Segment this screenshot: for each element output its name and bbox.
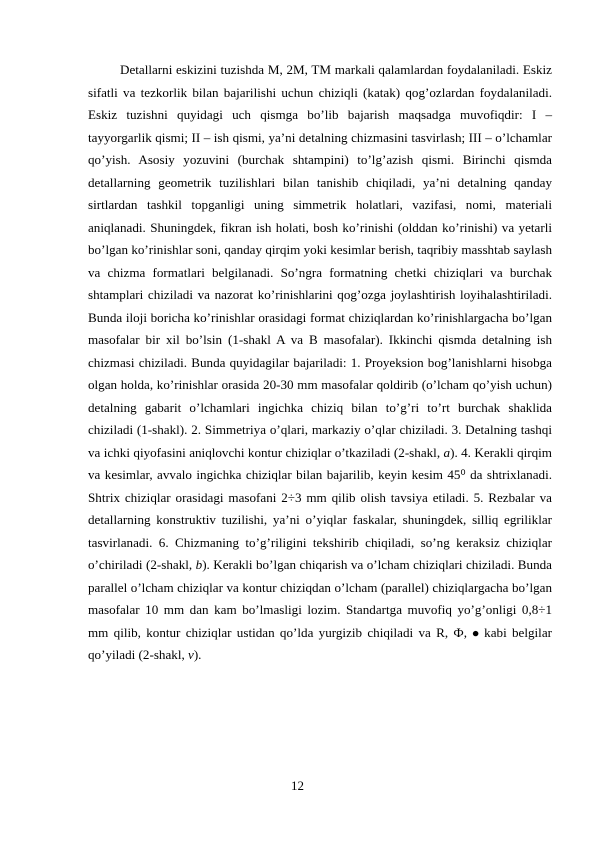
- paragraph-text-part-1: Detallarni eskizini tuzishda M, 2M, TM markali qalamlardan foydalaniladi. Eskiz sifatli va tezkorlik bilan bajarilishi uchun chiziqli (katak) qog’ozlardan foydalaniladi. Eskiz tuzishni quyidagi uch qismga bo’lib bajarish maqsadga muvofiqdir: I – tayyorgarlik qismi; II – ish qismi, ya’ni detalning chizmasini tasvirlash; III – o’lchamlar qo’yish. Asosiy yozuvini (burchak shtampini) to’lg’azish qismi. Birinchi qismda detallarning geometrik tuzilishlari bilan tanishib chiqiladi, ya’ni detalning qanday sirtlardan tashkil topganligi uning simmetrik holatlari, vazifasi, nomi, materiali aniqlanadi. Shuningdek, fikran ish holati, bosh ko’rinishi (olddan ko’rinishi) va yetarli bo’lgan ko’rinishlar soni, qanday qirqim yoki kesimlar berish, taqribiy masshtab saylash va chizma formatlari belgilanadi. So’ngra formatning chetki chiziqlari va burchak shtamplari chiziladi va nazorat ko’rinishlarini qog’ozga joylashtirish loyihalashtiriladi. Bunda iloji boricha ko’rinishlar orasidagi format chiziqlardan ko’rinishlargacha bo’lgan masofalar bir xil bo’lsin (1-shakl A va B masofalar). Ikkinchi qismda detalning ish chizmasi chiziladi. Bunda quyidagilar bajariladi: 1. Proyeksion bog’lanishlarni hisobga olgan holda, ko’rinishlar orasida 20-30 mm masofalar qoldirib (o’lcham qo’yish uchun) detalning gabarit o’lchamlari ingichka chiziq bilan to’g’ri to’rt burchak shaklida chiziladi (1-shakl). 2. Simmetriya o’qlari, markaziy o’qlar chiziladi. 3. Detalning tashqi va ichki qiyofasini aniqlovchi kontur chiziqlar o’tkaziladi (2-shakl,: [88, 62, 552, 460]
- paragraph-text-part-3: ). Kerakli bo’lgan chiqarish va o’lcham chiziqlari chiziladi. Bunda parallel o’lcham chiziqlar va kontur chiziqdan o’lcham (parallel) chiziqlargacha bo’lgan masofalar 10 mm dan kam bo’lmasligi lozim. Standartga muvofiq yo’g’onligi 0,8÷1 mm qilib, kontur chiziqlar ustidan qo’lda yurgizib chiqiladi va R, Ф, ⦁ kabi belgilar qo’yiladi (2-shakl,: [88, 557, 552, 662]
- body-paragraph: [88, 59, 552, 667]
- figure-ref-b: b: [195, 557, 203, 572]
- paragraph-text-part-2: ). 4. Kerakli qirqim va kesimlar, avvalo ingichka chiziqlar bilan bajarilib, keyin kesim 45⁰ da shtrixlanadi. Shtrix chiziqlar orasidagi masofani 2÷3 mm qilib olish tavsiya etiladi. 5. Rezbalar va detallarning konstruktiv tuzilishi, ya’ni o’yiqlar faskalar, shuningdek, silliq egriliklar tasvirlanadi. 6. Chizmaning to’g’riligini tekshirib chiqiladi, so’ng keraksiz chiziqlar o’chiriladi (2-shakl,: [88, 444, 552, 572]
- figure-ref-a: a: [443, 444, 451, 460]
- figure-ref-v: v: [188, 647, 194, 662]
- page-number: 12: [291, 778, 304, 793]
- paragraph-text-part-4: ).: [193, 647, 202, 662]
